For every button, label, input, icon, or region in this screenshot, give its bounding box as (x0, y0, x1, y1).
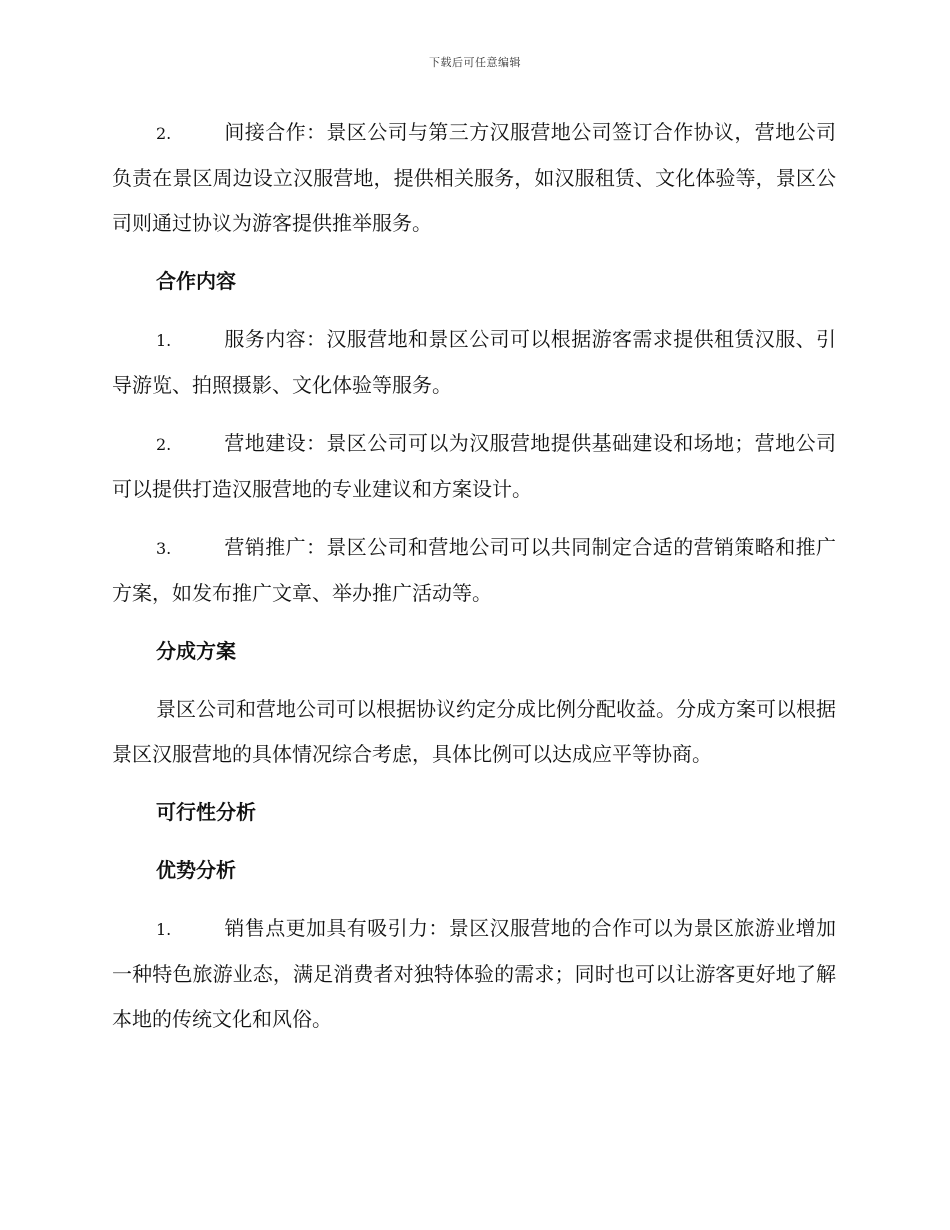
section-heading-feasibility: 可行性分析 (156, 800, 256, 824)
list-number: 3. (156, 539, 172, 558)
paragraph-attractive-sales (112, 906, 836, 1042)
section-heading-advantages: 优势分析 (156, 858, 236, 882)
list-number: 1. (156, 920, 172, 939)
paragraph-text: 服务内容：汉服营地和景区公司可以根据游客需求提供租赁汉服、引导游览、拍照摄影、文化体验等服务。 (112, 327, 836, 397)
paragraph-text: 营地建设：景区公司可以为汉服营地提供基础建设和场地；营地公司可以提供打造汉服营地的专业建议和方案设计。 (112, 431, 836, 501)
page-header-note: 下载后可任意编辑 (429, 56, 521, 69)
paragraph-service-content (112, 317, 836, 408)
list-number: 2. (156, 124, 172, 143)
list-number: 1. (156, 331, 172, 350)
paragraph-text: 间接合作：景区公司与第三方汉服营地公司签订合作协议，营地公司负责在景区周边设立汉服营地，提供相关服务，如汉服租赁、文化体验等，景区公司则通过协议为游客提供推举服务。 (112, 120, 836, 235)
section-heading-revenue-sharing: 分成方案 (156, 639, 236, 663)
paragraph-camp-construction (112, 421, 836, 512)
document-body (112, 110, 836, 1055)
paragraph-marketing (112, 525, 836, 616)
paragraph-text: 营销推广：景区公司和营地公司可以共同制定合适的营销策略和推广方案，如发布推广文章、举办推广活动等。 (112, 535, 836, 605)
paragraph-revenue-sharing: 景区公司和营地公司可以根据协议约定分成比例分配收益。分成方案可以根据景区汉服营地的具体情况综合考虑，具体比例可以达成应平等协商。 (112, 697, 836, 766)
section-heading-cooperation-content: 合作内容 (156, 269, 236, 293)
paragraph-indirect-cooperation (112, 110, 836, 246)
list-number: 2. (156, 435, 172, 454)
paragraph-text: 销售点更加具有吸引力：景区汉服营地的合作可以为景区旅游业增加一种特色旅游业态，满足消费者对独特体验的需求；同时也可以让游客更好地了解本地的传统文化和风俗。 (112, 916, 836, 1031)
